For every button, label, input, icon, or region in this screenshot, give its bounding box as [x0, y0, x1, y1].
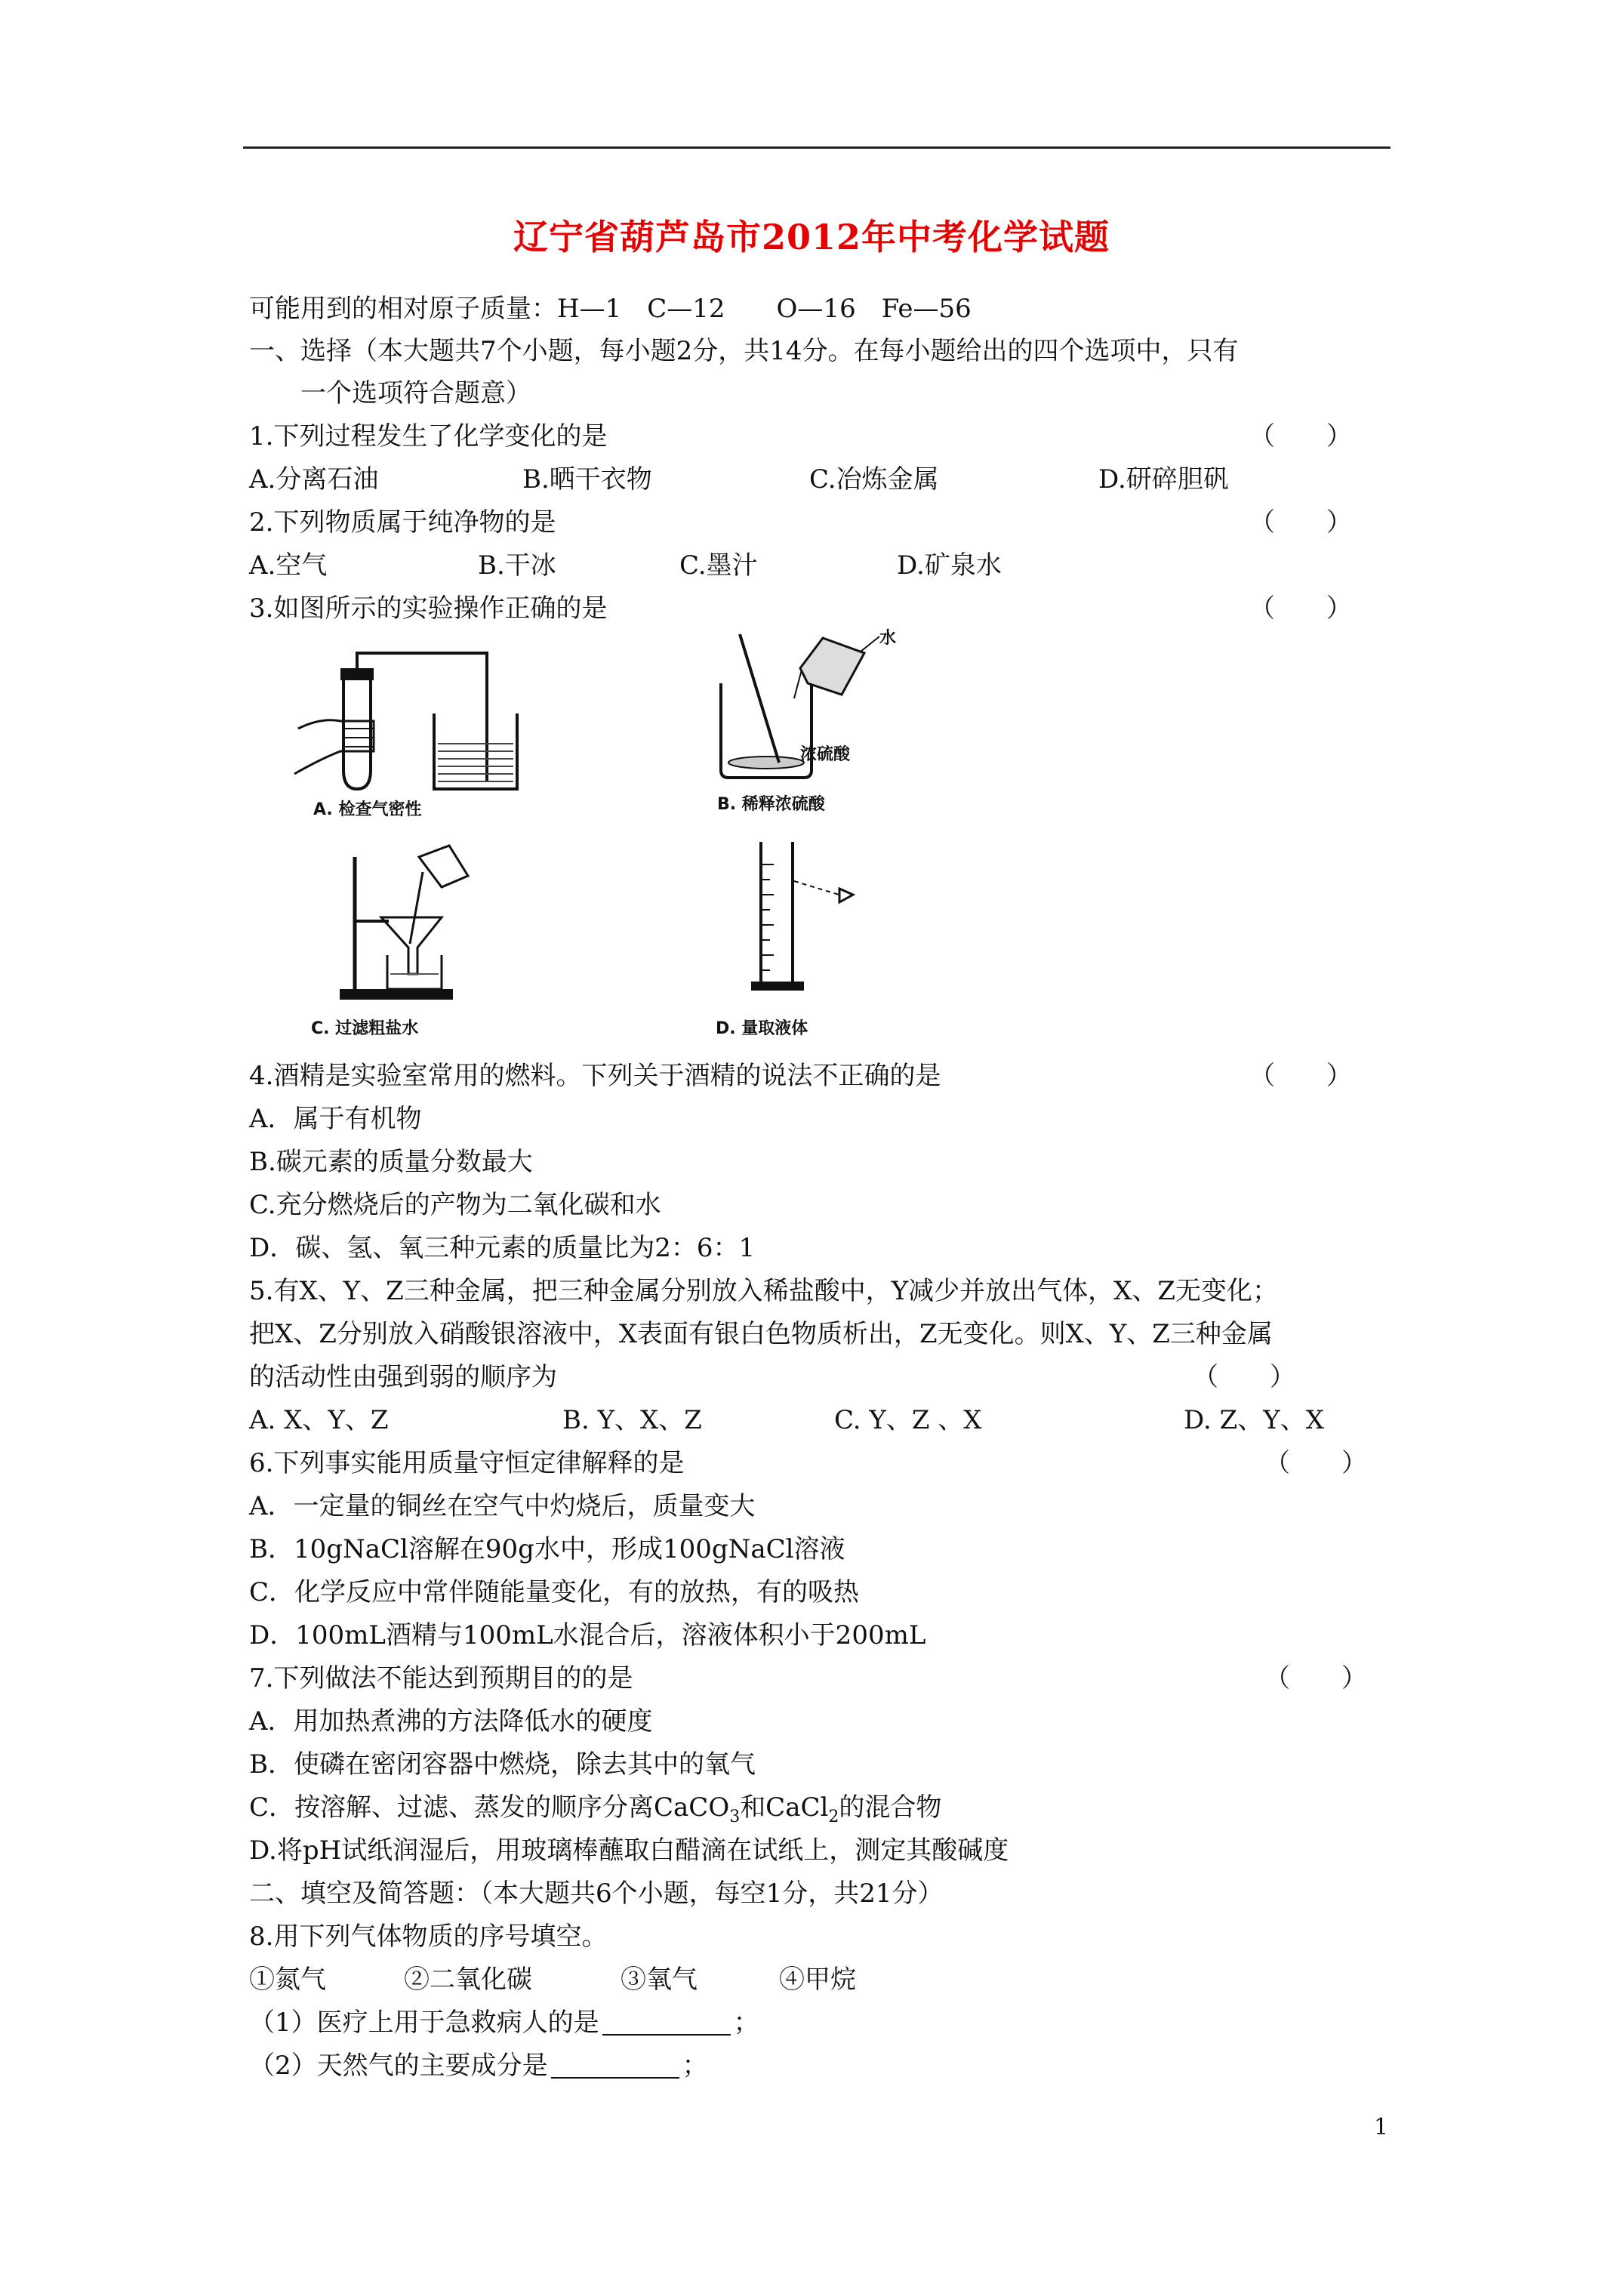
q8-option-2: ②二氧化碳 — [404, 1965, 532, 1995]
figure-c-filtration — [336, 842, 502, 1004]
q5-answer-paren: （ ） — [1193, 1362, 1295, 1392]
section1-heading-cont: 一个选项符合题意） — [300, 378, 531, 408]
q7-option-a: A．用加热煮沸的方法降低水的硬度 — [249, 1706, 653, 1737]
q3-answer-paren: （ ） — [1249, 593, 1352, 624]
q8-sub1 — [249, 2004, 759, 2042]
q5-option-b: B. Y、X、Z — [562, 1405, 702, 1435]
q6-option-c: C．化学反应中常伴随能量变化，有的放热，有的吸热 — [249, 1577, 860, 1607]
figure-a-gas-tightness — [291, 646, 540, 797]
q7-option-d: D.将pH试纸润湿后，用玻璃棒蘸取白醋滴在试纸上，测定其酸碱度 — [249, 1835, 1009, 1866]
q6-option-b: B．10gNaCl溶解在90g水中，形成100gNaCl溶液 — [249, 1534, 845, 1564]
q6-stem: 6.下列事实能用质量守恒定律解释的是 — [249, 1448, 685, 1478]
q5-stem-line1: 5.有X、Y、Z三种金属，把三种金属分别放入稀盐酸中，Y减少并放出气体，X、Z无变化； — [249, 1276, 1278, 1306]
figure-d-cylinder — [747, 834, 861, 1004]
q5-stem-line3: 的活动性由强到弱的顺序为 — [249, 1362, 557, 1392]
figure-a-caption: A. 检查气密性 — [313, 800, 422, 819]
q2-option-b: B.干冰 — [478, 550, 556, 581]
page-number: 1 — [1374, 2114, 1389, 2140]
q8-sub1-end: ； — [733, 2008, 759, 2038]
q6-answer-paren: （ ） — [1264, 1448, 1367, 1478]
q5-option-d: D. Z、Y、X — [1184, 1405, 1324, 1435]
q7-option-c-post: 的混合物 — [839, 1792, 942, 1823]
q8-sub2 — [249, 2047, 708, 2085]
q8-option-4: ④甲烷 — [779, 1965, 856, 1995]
q8-sub2-blank — [551, 2051, 679, 2079]
q4-option-b: B.碳元素的质量分数最大 — [249, 1147, 533, 1177]
atomic-mass-line: 可能用到的相对原子质量：H—1 C—12 O—16 Fe—56 — [249, 294, 972, 324]
q5-stem-line2: 把X、Z分别放入硝酸银溶液中，X表面有银白色物质析出，Z无变化。则X、Y、Z三种金属 — [249, 1319, 1273, 1349]
q7-stem: 7.下列做法不能达到预期目的的是 — [249, 1663, 633, 1693]
q7-option-c-sub2: 2 — [828, 1807, 839, 1826]
q2-stem: 2.下列物质属于纯净物的是 — [249, 507, 556, 538]
q4-option-a: A．属于有机物 — [249, 1104, 422, 1134]
q8-stem: 8.用下列气体物质的序号填空。 — [249, 1922, 608, 1952]
q5-option-c: C. Y、Z 、X — [834, 1405, 982, 1435]
q1-option-b: B.晒干衣物 — [522, 464, 652, 495]
q4-stem: 4.酒精是实验室常用的燃料。下列关于酒精的说法不正确的是 — [249, 1061, 941, 1091]
q2-option-a: A.空气 — [249, 550, 328, 581]
q7-option-c-sub1: 3 — [729, 1807, 741, 1826]
q4-answer-paren: （ ） — [1249, 1061, 1352, 1091]
q8-option-3: ③氧气 — [621, 1965, 698, 1995]
figure-b-acid-label: 浓硫酸 — [800, 745, 851, 764]
q1-option-c: C.冶炼金属 — [809, 464, 939, 495]
figure-d-caption: D. 量取液体 — [716, 1019, 808, 1038]
q8-sub2-end: ； — [682, 2051, 708, 2081]
q8-option-1: ①氮气 — [249, 1965, 326, 1995]
q1-answer-paren: （ ） — [1249, 421, 1352, 451]
q5-option-a: A. X、Y、Z — [249, 1405, 389, 1435]
q1-option-d: D.研碎胆矾 — [1098, 464, 1229, 495]
q8-sub1-blank — [602, 2008, 731, 2036]
section2-heading: 二、填空及简答题：（本大题共6个小题，每空1分，共21分） — [249, 1878, 944, 1909]
q7-option-c — [249, 1789, 941, 1836]
page-title: 辽宁省葫芦岛市2012年中考化学试题 — [513, 217, 1110, 257]
q4-option-c: C.充分燃烧后的产物为二氧化碳和水 — [249, 1190, 661, 1220]
q7-option-c-mid: 和CaCl — [740, 1792, 829, 1823]
header-rule — [243, 146, 1390, 149]
q1-option-a: A.分离石油 — [249, 464, 379, 495]
q8-sub1-text: （1）医疗上用于急救病人的是 — [249, 2008, 599, 2038]
figure-b-water-label: 水 — [879, 629, 897, 648]
q1-stem: 1.下列过程发生了化学变化的是 — [249, 421, 608, 451]
q7-option-b: B．使磷在密闭容器中燃烧，除去其中的氧气 — [249, 1749, 756, 1780]
q6-option-d: D．100mL酒精与100mL水混合后，溶液体积小于200mL — [249, 1620, 926, 1650]
q6-option-a: A．一定量的铜丝在空气中灼烧后，质量变大 — [249, 1491, 756, 1521]
q3-stem: 3.如图所示的实验操作正确的是 — [249, 593, 608, 624]
q4-option-d: D．碳、氢、氧三种元素的质量比为2：6：1 — [249, 1233, 756, 1263]
figure-c-caption: C. 过滤粗盐水 — [311, 1019, 419, 1038]
q2-answer-paren: （ ） — [1249, 507, 1352, 538]
section1-heading: 一、选择（本大题共7个小题，每小题2分，共14分。在每小题给出的四个选项中，只有 — [249, 336, 1239, 366]
q7-answer-paren: （ ） — [1264, 1663, 1367, 1693]
figure-b-caption: B. 稀释浓硫酸 — [717, 795, 825, 814]
q2-option-c: C.墨汁 — [679, 550, 758, 581]
q2-option-d: D.矿泉水 — [897, 550, 1002, 581]
q8-sub2-text: （2）天然气的主要成分是 — [249, 2051, 548, 2081]
q7-option-c-pre: C．按溶解、过滤、蒸发的顺序分离CaCO — [249, 1792, 730, 1823]
